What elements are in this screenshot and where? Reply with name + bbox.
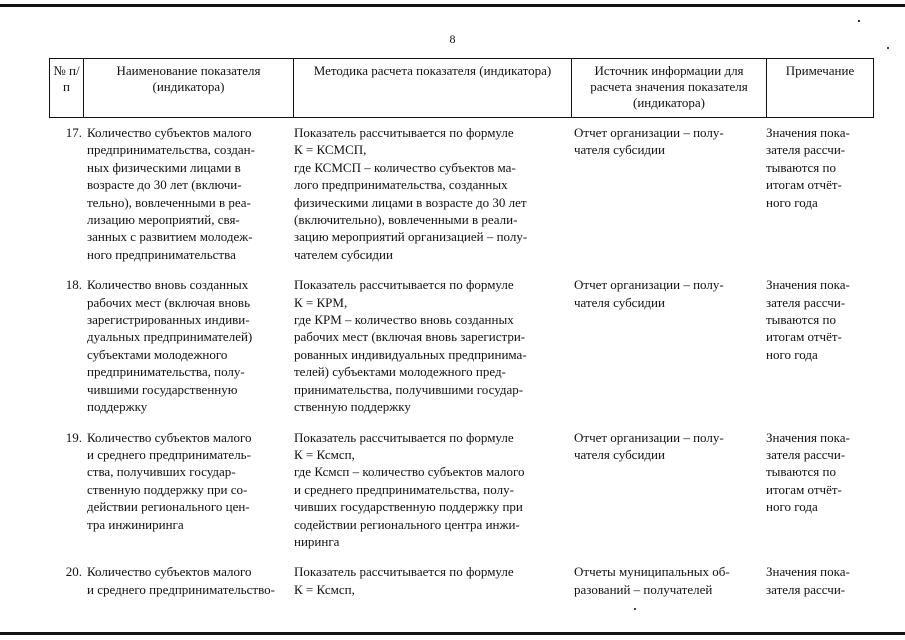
method-line: физическими лицами в возрасте до 30 лет	[294, 194, 527, 210]
note-line: Значения пока-	[766, 277, 850, 293]
cell-source	[574, 276, 766, 428]
source-line: чателя субсидии	[574, 142, 665, 158]
table-header	[49, 58, 874, 118]
cell-name	[87, 563, 294, 611]
name-line: Количество вновь созданных	[87, 277, 249, 293]
method-line: зацию мероприятий организацией – полу-	[294, 229, 528, 245]
table-row	[49, 276, 873, 428]
name-line: Количество субъектов малого	[87, 125, 252, 140]
name-line: ного предпринимательства	[87, 246, 236, 262]
source-line: чателя субсидии	[574, 446, 665, 462]
indicator-table	[49, 124, 873, 611]
cell-source	[574, 124, 766, 276]
method-line: Показатель рассчитывается по формуле	[294, 429, 514, 445]
cell-note	[766, 276, 873, 428]
scan-speck	[858, 20, 860, 22]
name-line: ных физическими лицами в	[87, 159, 241, 175]
method-line: где Ксмсп – количество субъектов малого	[294, 464, 525, 480]
name-line: действии регионального цен-	[87, 499, 250, 515]
name-line: субъектами молодежного	[87, 346, 228, 362]
table-row	[49, 429, 873, 564]
name-line: тра инжиниринга	[87, 516, 184, 532]
source-line: Отчеты муниципальных об-	[574, 564, 730, 580]
note-line: ного года	[766, 346, 818, 362]
note-line: зателя рассчи-	[766, 142, 846, 158]
cell-name	[87, 429, 294, 564]
header-name: Наименование показателя (индикатора)	[84, 59, 294, 118]
method-line: где КРМ – количество вновь созданных	[294, 312, 514, 328]
note-line: зателя рассчи-	[766, 581, 846, 597]
name-line: рабочих мест (включая вновь	[87, 294, 251, 310]
source-line: Отчет организации – полу-	[574, 277, 724, 293]
method-line: где КСМСП – количество субъектов ма-	[294, 159, 516, 175]
method-line: принимательства, получившими государ-	[294, 381, 524, 397]
cell-note	[766, 429, 873, 564]
cell-method	[294, 563, 574, 611]
method-line: рованных индивидуальных предпринима-	[294, 346, 527, 362]
table-row	[49, 563, 873, 611]
method-line: лого предпринимательства, созданных	[294, 177, 508, 193]
name-line: Количество субъектов малого	[87, 564, 252, 580]
method-line: и среднего предпринимательства, полу-	[294, 481, 514, 497]
row-number: 20.	[65, 564, 82, 580]
note-line: итогам отчёт-	[766, 329, 842, 345]
note-line: Значения пока-	[766, 564, 850, 580]
bottom-rule	[0, 632, 905, 635]
method-line: чивших государственную поддержку при	[294, 499, 523, 515]
name-line: занных с развитием молодеж-	[87, 229, 253, 245]
note-line: зателя рассчи-	[766, 446, 846, 462]
name-line: Количество субъектов малого	[87, 429, 252, 445]
name-line: ства, получивших государ-	[87, 464, 236, 480]
scan-speck	[887, 47, 889, 49]
method-line: телей) субъектами молодежного пред-	[294, 364, 506, 380]
note-line: зателя рассчи-	[766, 294, 846, 310]
cell-method	[294, 124, 574, 276]
row-number: 17.	[65, 125, 82, 140]
note-line: Значения пока-	[766, 429, 850, 445]
name-line: чившими государственную	[87, 381, 238, 397]
name-line: и среднего предприниматель-	[87, 446, 251, 462]
method-line: рабочих мест (включая вновь зарегистри-	[294, 329, 526, 345]
cell-name	[87, 124, 294, 276]
note-line: тываются по	[766, 312, 836, 328]
cell-method	[294, 429, 574, 564]
note-line: итогам отчёт-	[766, 177, 842, 193]
method-line: Показатель рассчитывается по формуле	[294, 277, 514, 293]
row-number: 18.	[65, 277, 82, 293]
note-line: итогам отчёт-	[766, 481, 842, 497]
table-row	[49, 124, 873, 276]
method-line: ственную поддержку	[294, 399, 411, 415]
cell-source	[574, 429, 766, 564]
note-line: Значения пока-	[766, 125, 850, 140]
method-line: К = КРМ,	[294, 294, 348, 310]
page-number: 8	[449, 32, 456, 46]
header-num: № п/п	[50, 59, 84, 118]
method-line: К = Ксмсп,	[294, 581, 355, 597]
header-method: Методика расчета показателя (индикатора)	[294, 59, 572, 118]
top-rule	[0, 4, 905, 7]
name-line: предпринимательства, создан-	[87, 142, 255, 158]
method-line: К = Ксмсп,	[294, 446, 355, 462]
method-line: К = КСМСП,	[294, 142, 367, 158]
source-line: Отчет организации – полу-	[574, 125, 724, 140]
method-line: Показатель рассчитывается по формуле	[294, 125, 514, 140]
method-line: содействии регионального центра инжи-	[294, 516, 520, 532]
note-line: тываются по	[766, 464, 836, 480]
method-line: Показатель рассчитывается по формуле	[294, 564, 514, 580]
note-line: ного года	[766, 499, 818, 515]
name-line: и среднего предпринимательство-	[87, 581, 275, 597]
name-line: лизацию мероприятий, свя-	[87, 212, 240, 228]
name-line: зарегистрированных индиви-	[87, 312, 250, 328]
source-line: разований – получателей	[574, 581, 713, 597]
row-number: 19.	[65, 429, 82, 445]
method-line: чателем субсидии	[294, 246, 393, 262]
source-line: чателя субсидии	[574, 294, 665, 310]
note-line: ного года	[766, 194, 818, 210]
header-note: Примечание	[767, 59, 874, 118]
cell-method	[294, 276, 574, 428]
cell-note	[766, 563, 873, 611]
name-line: поддержку	[87, 399, 148, 415]
header-source: Источник информации для расчета значения показателя (индикатора)	[572, 59, 767, 118]
method-line: ниринга	[294, 533, 340, 549]
cell-source	[574, 563, 766, 611]
name-line: возрасте до 30 лет (включи-	[87, 177, 242, 193]
name-line: предпринимательства, полу-	[87, 364, 245, 380]
note-line: тываются по	[766, 159, 836, 175]
name-line: тельно), вовлеченными в реа-	[87, 194, 251, 210]
source-line: Отчет организации – полу-	[574, 429, 724, 445]
name-line: ственную поддержку при со-	[87, 481, 248, 497]
cell-note	[766, 124, 873, 276]
method-line: (включительно), вовлеченными в реали-	[294, 212, 518, 228]
cell-name	[87, 276, 294, 428]
name-line: дуальных предпринимателей)	[87, 329, 253, 345]
